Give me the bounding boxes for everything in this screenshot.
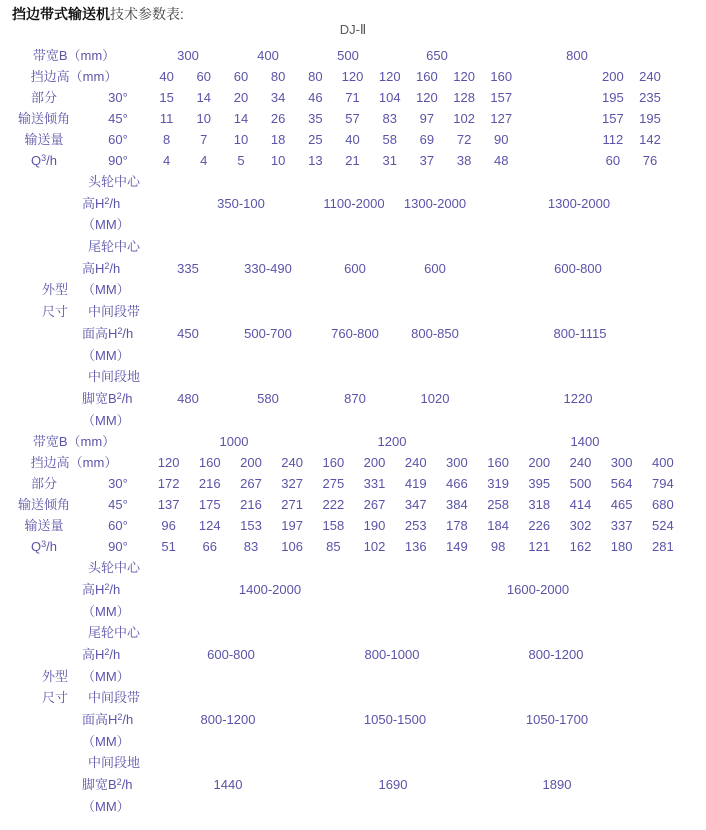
capacity-value: 331 <box>363 476 386 492</box>
band-width-value: 650 <box>426 48 448 63</box>
incline-angle-label: 45° <box>108 497 128 513</box>
dim-value-row <box>0 323 706 345</box>
edge-height-value: 160 <box>322 455 345 471</box>
dim-value: 1440 <box>213 777 243 793</box>
dim-caption-row <box>0 366 706 388</box>
dim-caption: 头轮中心 <box>88 560 141 576</box>
dim-value: 1050-1500 <box>363 712 427 728</box>
band-width-value: 1400 <box>570 434 600 450</box>
edge-height-value: 200 <box>363 455 386 471</box>
dim-group-label: 尺寸 <box>41 690 68 706</box>
capacity-value: 48 <box>494 153 509 168</box>
edge-height-value: 160 <box>416 69 438 84</box>
edge-height-row <box>0 452 706 473</box>
capacity-value: 37 <box>419 153 435 168</box>
edge-height-value: 200 <box>528 455 551 471</box>
capacity-value: 253 <box>404 518 427 534</box>
superscript: 2 <box>117 325 123 336</box>
capacity-value: 120 <box>416 90 438 105</box>
dim-caption: （MM） <box>82 347 130 363</box>
band-width-row <box>0 431 706 452</box>
capacity-value: 222 <box>322 497 345 513</box>
band-width-value: 1000 <box>219 434 249 450</box>
incline-angle-label: 45° <box>108 111 128 126</box>
dim-value: 1300-2000 <box>403 195 467 211</box>
dim-caption-row <box>0 666 706 688</box>
capacity-value: 226 <box>528 518 551 534</box>
capacity-value: 142 <box>639 132 661 147</box>
capacity-row-label: $Q^3/h$ <box>31 153 57 168</box>
capacity-row <box>0 150 706 171</box>
capacity-value: 190 <box>363 518 386 534</box>
dim-value-row <box>0 258 706 280</box>
band-width-value: 400 <box>257 48 279 63</box>
capacity-value: 83 <box>243 539 259 555</box>
capacity-row <box>0 515 706 536</box>
dim-value: 600 <box>424 260 446 276</box>
dim-value: 1400-2000 <box>238 581 302 597</box>
edge-height-value: 240 <box>404 455 427 471</box>
capacity-row-label: $Q^3/h$ <box>31 539 57 555</box>
superscript: 3 <box>41 539 47 550</box>
dim-value: 800-1000 <box>364 647 420 662</box>
capacity-value: 216 <box>198 476 221 492</box>
dim-caption-row <box>0 752 706 774</box>
page-title-product: 挡边带式输送机 <box>12 6 110 22</box>
superscript: 2 <box>117 712 123 723</box>
capacity-value: 51 <box>161 539 176 555</box>
capacity-value: 149 <box>446 539 468 555</box>
capacity-value: 500 <box>569 476 592 492</box>
capacity-value: 137 <box>157 497 180 513</box>
dim-value-row <box>0 709 706 731</box>
capacity-value: 258 <box>487 497 509 513</box>
capacity-row <box>0 473 706 494</box>
dim-value: 330-490 <box>244 260 292 276</box>
superscript: 2 <box>116 390 122 401</box>
dim-caption-row <box>0 410 706 432</box>
dim-value-row <box>0 388 706 410</box>
capacity-value: 10 <box>233 132 249 147</box>
capacity-row-label: 输送量 <box>24 132 64 147</box>
dim-caption: 头轮中心 <box>88 174 141 189</box>
capacity-value: 26 <box>270 111 286 126</box>
edge-height-value: 120 <box>453 69 475 84</box>
dim-value-row <box>0 579 706 601</box>
band-width-label: 带宽B（mm） <box>32 48 116 63</box>
capacity-row <box>0 129 706 150</box>
capacity-value: 57 <box>345 111 360 126</box>
superscript: 3 <box>41 153 47 163</box>
band-width-value: 800 <box>566 48 588 63</box>
capacity-value: 465 <box>610 497 633 513</box>
edge-height-value: 60 <box>233 69 249 84</box>
capacity-value: 347 <box>404 497 427 513</box>
edge-height-value: 120 <box>341 69 364 84</box>
dim-caption-row <box>0 236 706 258</box>
capacity-value: 337 <box>610 518 633 534</box>
dim-value-row <box>0 193 706 215</box>
dim-value: 1220 <box>563 390 593 406</box>
capacity-value: 127 <box>490 111 513 126</box>
edge-height-value: 200 <box>240 455 262 471</box>
capacity-value: 4 <box>162 153 171 168</box>
parameters-table <box>0 45 706 818</box>
table-section-2 <box>0 431 706 817</box>
capacity-value: 14 <box>233 111 249 126</box>
capacity-value: 128 <box>453 90 475 105</box>
capacity-value: 195 <box>601 90 624 105</box>
edge-height-value: 160 <box>487 455 509 471</box>
band-width-value: 1200 <box>377 434 407 450</box>
capacity-value: 175 <box>198 497 221 513</box>
capacity-value: 267 <box>240 476 262 492</box>
dim-value: 1690 <box>378 777 408 793</box>
capacity-value: 524 <box>651 518 674 534</box>
capacity-value: 25 <box>308 132 323 147</box>
edge-height-label: 挡边高（mm） <box>30 455 118 471</box>
dim-caption: （MM） <box>82 668 130 684</box>
dim-value: 800-1200 <box>528 647 584 662</box>
model-heading: DJ-Ⅱ <box>339 22 367 37</box>
capacity-value: 275 <box>322 476 345 492</box>
dim-value-row <box>0 774 706 796</box>
capacity-value: 35 <box>308 111 323 126</box>
edge-height-value: 160 <box>198 455 221 471</box>
dim-caption-row <box>0 731 706 753</box>
edge-height-value: 40 <box>159 69 174 84</box>
capacity-value: 466 <box>446 476 468 492</box>
capacity-value: 72 <box>456 132 472 147</box>
dim-row-label: 高$H^2/h$ <box>82 581 121 597</box>
capacity-value: 38 <box>456 153 472 168</box>
edge-height-value: 80 <box>270 69 286 84</box>
dim-caption-row <box>0 345 706 367</box>
capacity-row-label: 输送倾角 <box>17 111 70 126</box>
incline-angle-label: 90° <box>108 539 128 555</box>
capacity-value: 680 <box>651 497 674 513</box>
page-title <box>12 6 706 22</box>
capacity-value: 11 <box>159 111 174 126</box>
superscript: 2 <box>116 777 122 788</box>
dim-value: 800-850 <box>411 325 459 341</box>
dim-value: 1300-2000 <box>547 195 611 211</box>
dim-value: 1600-2000 <box>506 581 570 597</box>
incline-angle-label: 90° <box>108 153 128 168</box>
dim-caption-row <box>0 687 706 709</box>
capacity-value: 90 <box>494 132 509 147</box>
capacity-value: 564 <box>610 476 633 492</box>
edge-height-value: 300 <box>446 455 468 471</box>
dim-group-label: 尺寸 <box>41 304 68 320</box>
capacity-value: 271 <box>281 497 303 513</box>
dim-caption-row <box>0 622 706 644</box>
capacity-value: 97 <box>419 111 435 126</box>
capacity-value: 5 <box>237 153 245 168</box>
capacity-value: 327 <box>281 476 303 492</box>
dim-value: 800-1115 <box>553 325 607 341</box>
edge-height-value: 80 <box>308 69 323 84</box>
capacity-value: 216 <box>240 497 262 513</box>
capacity-value: 20 <box>233 90 249 105</box>
superscript: 2 <box>104 260 110 271</box>
capacity-value: 180 <box>610 539 633 555</box>
edge-height-value: 120 <box>378 69 401 84</box>
dim-caption: （MM） <box>82 733 130 749</box>
capacity-value: 34 <box>270 90 286 105</box>
capacity-value: 281 <box>651 539 674 555</box>
capacity-row <box>0 108 706 129</box>
capacity-value: 157 <box>601 111 624 126</box>
incline-angle-label: 30° <box>108 90 128 105</box>
capacity-value: 121 <box>528 539 551 555</box>
edge-height-row <box>0 66 706 87</box>
dim-value: 350-100 <box>217 195 265 211</box>
capacity-value: 102 <box>453 111 475 126</box>
capacity-value: 98 <box>490 539 506 555</box>
capacity-value: 319 <box>487 476 509 492</box>
capacity-value: 83 <box>382 111 397 126</box>
capacity-row <box>0 87 706 108</box>
dim-caption: 中间段地 <box>88 755 141 771</box>
capacity-value: 395 <box>528 476 551 492</box>
band-width-label: 带宽B（mm） <box>32 434 116 450</box>
dim-value: 580 <box>257 390 279 406</box>
capacity-value: 96 <box>161 518 176 534</box>
capacity-value: 104 <box>378 90 401 105</box>
dim-value: 800-1200 <box>200 712 256 728</box>
dim-caption-row <box>0 301 706 323</box>
dim-caption-row <box>0 557 706 579</box>
dim-caption: 中间段带 <box>88 304 141 320</box>
edge-height-value: 400 <box>651 455 674 471</box>
edge-height-value: 240 <box>281 455 303 471</box>
capacity-value: 235 <box>639 90 661 105</box>
dim-value: 500-700 <box>244 325 292 341</box>
capacity-value: 794 <box>651 476 674 492</box>
capacity-row-label: 输送倾角 <box>17 497 70 513</box>
dim-value: 870 <box>344 390 366 406</box>
capacity-value: 195 <box>639 111 661 126</box>
capacity-value: 124 <box>198 518 221 534</box>
capacity-value: 85 <box>326 539 341 555</box>
capacity-value: 71 <box>345 90 360 105</box>
dim-caption: （MM） <box>82 282 130 298</box>
dim-value: 600-800 <box>207 647 255 662</box>
edge-height-value: 60 <box>196 69 212 84</box>
band-width-value: 500 <box>337 48 359 63</box>
capacity-row-label: 部分 <box>30 476 57 492</box>
dim-caption: 尾轮中心 <box>88 239 141 255</box>
capacity-value: 184 <box>487 518 509 534</box>
capacity-value: 18 <box>270 132 286 147</box>
incline-angle-label: 60° <box>108 132 128 147</box>
dim-value: 1020 <box>420 390 450 406</box>
dim-caption-row <box>0 279 706 301</box>
capacity-value: 267 <box>363 497 386 513</box>
page-title-suffix: 技术参数表: <box>110 6 184 22</box>
capacity-value: 8 <box>162 132 171 147</box>
capacity-value: 172 <box>157 476 180 492</box>
dim-caption: （MM） <box>82 798 130 814</box>
capacity-value: 4 <box>200 153 208 168</box>
dim-caption: 尾轮中心 <box>88 625 141 641</box>
capacity-value: 157 <box>490 90 513 105</box>
dim-row-label: 高$H^2/h$ <box>82 195 121 211</box>
dim-caption-row <box>0 796 706 818</box>
dim-value: 760-800 <box>331 325 379 341</box>
dim-row-label: 高$H^2/h$ <box>82 647 121 662</box>
incline-angle-label: 60° <box>108 518 128 534</box>
capacity-value: 112 <box>602 132 624 147</box>
dim-caption-row <box>0 601 706 623</box>
dim-value: 1100-2000 <box>323 195 385 211</box>
band-width-row <box>0 45 706 66</box>
edge-height-value: 300 <box>610 455 633 471</box>
superscript: 2 <box>104 195 110 206</box>
capacity-value: 153 <box>240 518 262 534</box>
capacity-row-label: 部分 <box>30 90 57 105</box>
capacity-value: 136 <box>404 539 427 555</box>
dim-value: 600-800 <box>554 260 602 276</box>
capacity-value: 46 <box>308 90 323 105</box>
capacity-value: 40 <box>345 132 360 147</box>
capacity-value: 76 <box>642 153 658 168</box>
capacity-value: 178 <box>446 518 468 534</box>
capacity-value: 31 <box>382 153 397 168</box>
dim-value: 450 <box>177 325 199 341</box>
dim-group-label: 外型 <box>41 282 68 298</box>
capacity-value: 66 <box>202 539 218 555</box>
capacity-value: 13 <box>308 153 323 168</box>
edge-height-value: 120 <box>157 455 180 471</box>
band-width-value: 300 <box>177 48 199 63</box>
capacity-row-label: 输送量 <box>24 518 64 534</box>
edge-height-label: 挡边高（mm） <box>30 69 118 84</box>
dim-caption: （MM） <box>82 217 130 233</box>
dim-caption: （MM） <box>82 412 130 428</box>
dim-caption: （MM） <box>82 603 130 619</box>
edge-height-value: 240 <box>569 455 592 471</box>
dim-caption: 中间段带 <box>88 690 141 706</box>
capacity-value: 414 <box>569 497 592 513</box>
capacity-value: 302 <box>569 518 592 534</box>
dim-row-label: 面高$H^2/h$ <box>82 712 134 728</box>
superscript: 2 <box>104 647 110 657</box>
dim-row-label: 脚宽$B^2/h$ <box>82 390 133 406</box>
capacity-value: 60 <box>605 153 621 168</box>
capacity-value: 384 <box>446 497 468 513</box>
dim-caption-row <box>0 171 706 193</box>
capacity-value: 102 <box>363 539 386 555</box>
incline-angle-label: 30° <box>108 476 128 492</box>
dim-value: 480 <box>177 390 199 406</box>
capacity-value: 14 <box>196 90 212 105</box>
capacity-row <box>0 494 706 515</box>
edge-height-value: 240 <box>639 69 661 84</box>
capacity-value: 58 <box>382 132 397 147</box>
dim-row-label: 脚宽$B^2/h$ <box>82 777 133 793</box>
dim-value: 600 <box>344 260 366 276</box>
capacity-value: 106 <box>281 539 303 555</box>
capacity-value: 10 <box>270 153 286 168</box>
dim-group-label: 外型 <box>41 668 68 684</box>
capacity-value: 21 <box>345 153 360 168</box>
capacity-value: 158 <box>322 518 345 534</box>
dim-caption-row <box>0 214 706 236</box>
capacity-value: 10 <box>196 111 212 126</box>
capacity-value: 69 <box>419 132 435 147</box>
dim-value: 335 <box>177 260 199 276</box>
capacity-value: 15 <box>159 90 174 105</box>
dim-row-label: 高$H^2/h$ <box>82 260 121 276</box>
dim-value: 1050-1700 <box>525 712 589 728</box>
capacity-value: 419 <box>404 476 427 492</box>
capacity-value: 197 <box>281 518 303 534</box>
dim-row-label: 面高$H^2/h$ <box>82 325 134 341</box>
capacity-value: 7 <box>200 132 208 147</box>
superscript: 2 <box>104 581 110 592</box>
capacity-value: 162 <box>569 539 592 555</box>
capacity-row <box>0 536 706 557</box>
edge-height-value: 160 <box>490 69 513 84</box>
dim-value: 1890 <box>542 777 572 793</box>
dim-caption: 中间段地 <box>88 369 141 385</box>
capacity-value: 318 <box>528 497 551 513</box>
edge-height-value: 200 <box>601 69 624 84</box>
dim-value-row <box>0 644 706 666</box>
table-section-1 <box>0 45 706 431</box>
